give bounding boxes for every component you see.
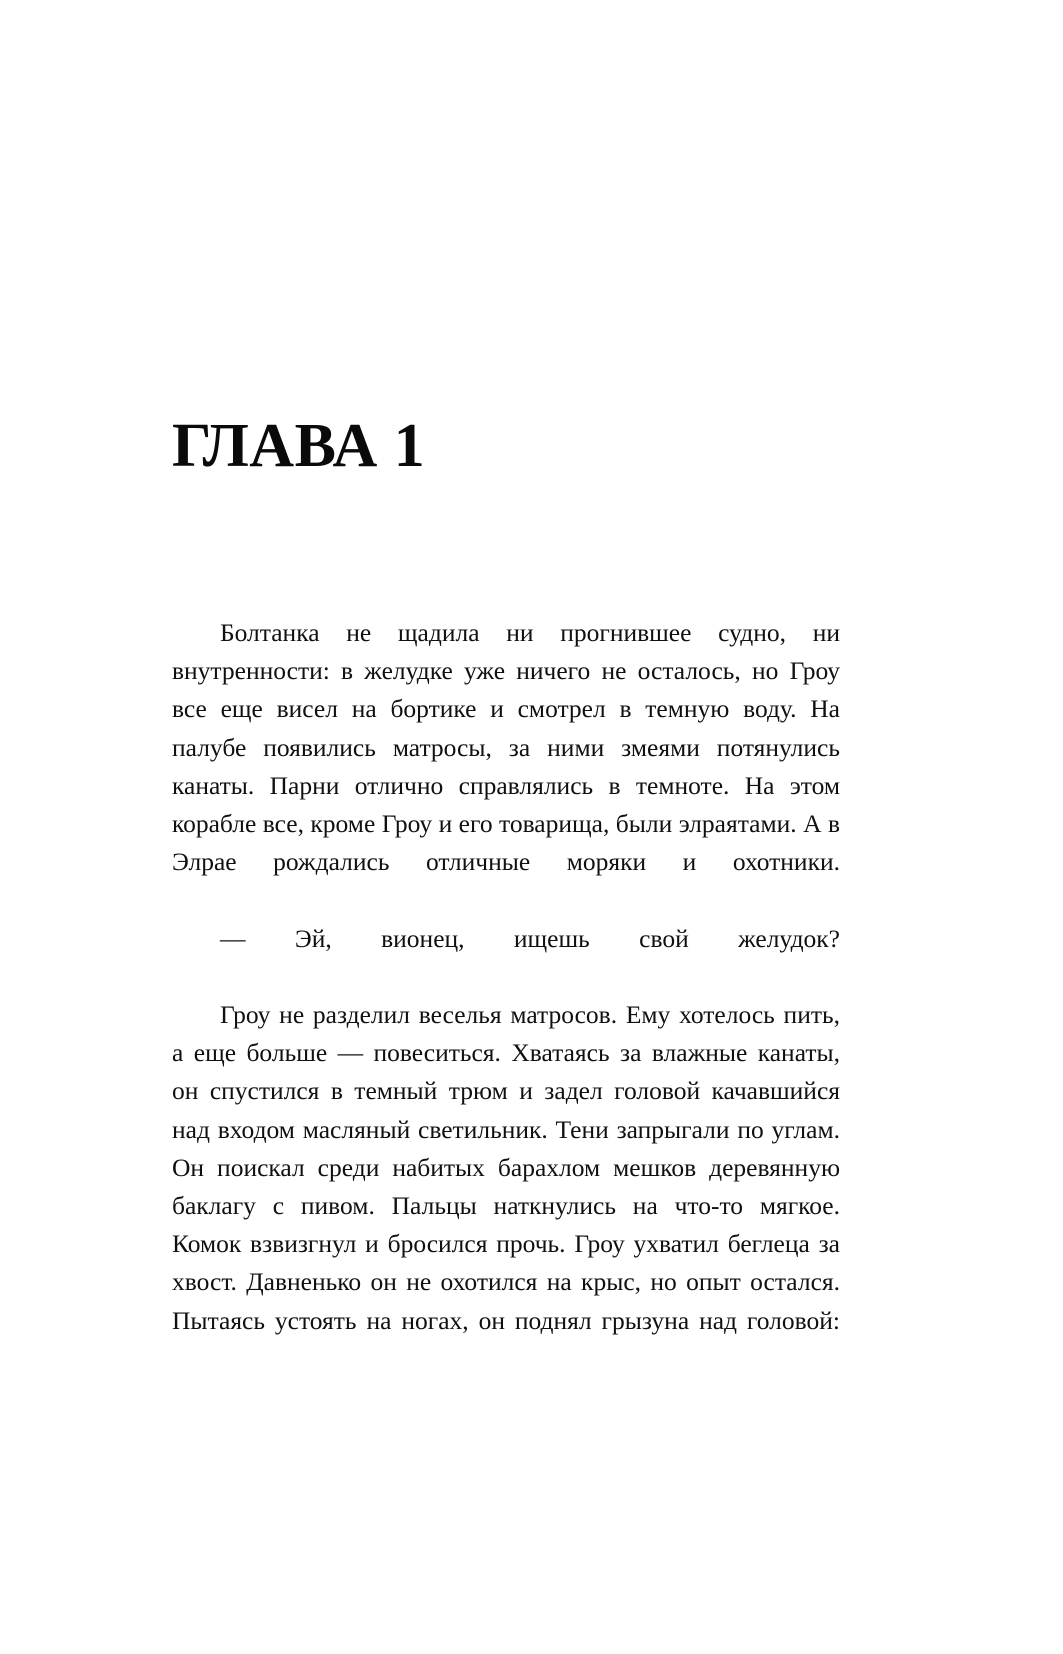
paragraph-narrative: Гроу не разделил веселья матросов. Ему хотелось пить, а еще больше — повеситься. Хватаясь за влажные канаты, он спустился в темный трюм и задел головой качавшийся над входом масляный светильник. Тени запрыгали по углам. Он поискал среди набитых барахлом мешков деревянную баклагу с пивом. Пальцы наткнулись на что-то мягкое. Комок взвизгнул и бросился прочь. Гроу ухватил беглеца за хвост. Давненько он не охотился на крыс, но опыт остался. Пытаясь устоять на ногах, он поднял грызуна над головой: (172, 1000, 840, 1335)
page-title: ГЛАВА 1 (172, 412, 426, 480)
paragraph-dialogue: — Эй, вионец, ищешь свой желудок? (220, 923, 840, 953)
body-text-block (172, 614, 840, 1378)
paragraph-opening: Болтанка не щадила ни прогнившее судно, ни внутренности: в желудке уже ничего не осталось, но Гроу все еще висел на бортике и смотрел в темную воду. На палубе появились матросы, за ними змеями потянулись канаты. Парни отлично справлялись в темноте. На этом корабле все, кроме Гроу и его товарища, были элраятами. А в Элрае рождались отличные моряки и охотники. (172, 618, 840, 877)
